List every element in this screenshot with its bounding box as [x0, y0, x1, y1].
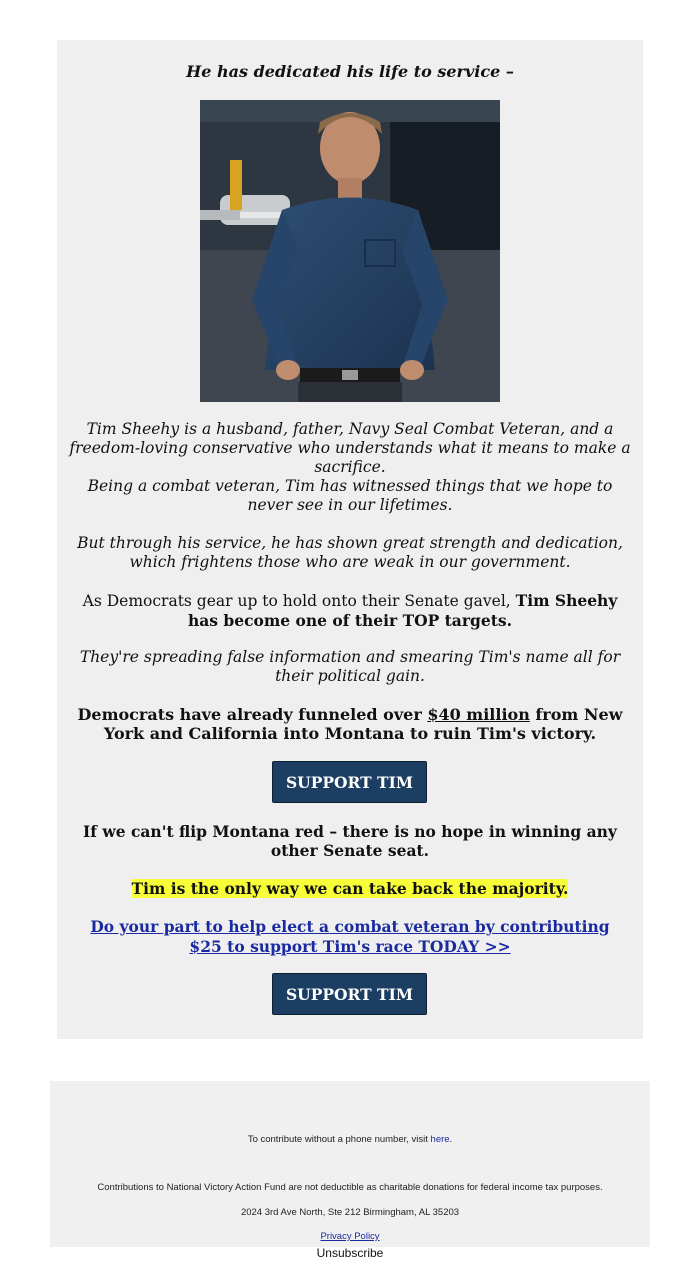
funding-text-b: from New York and California into Montana to ruin Tim's victory. — [103, 705, 623, 743]
privacy-policy-row — [50, 1231, 650, 1242]
target-paragraph — [67, 591, 633, 631]
target-paragraph-bold: Tim Sheehy has become one of their TOP targets. — [187, 591, 618, 630]
privacy-policy-link[interactable]: Privacy Policy — [320, 1231, 380, 1242]
here-link[interactable]: here — [430, 1134, 450, 1145]
contribute-end: . — [449, 1134, 453, 1145]
unsubscribe-link[interactable]: Unsubscribe — [316, 1246, 384, 1260]
majority-highlight: Tim is the only way we can take back the majority. — [131, 879, 569, 898]
smear-paragraph: They're spreading false information and smearing Tim's name all for their political gain. — [79, 648, 621, 685]
mailing-address: 2024 3rd Ave North, Ste 212 Birmingham, AL 35203 — [240, 1207, 460, 1218]
support-tim-button-2[interactable]: SUPPORT TIM — [272, 973, 427, 1015]
tax-disclaimer: Contributions to National Victory Action Fund are not deductible as charitable donations for federal income tax purposes. — [97, 1182, 603, 1193]
contribute-no-phone — [50, 1134, 650, 1145]
funding-paragraph — [67, 705, 633, 743]
candidate-photo-illustration — [200, 100, 500, 402]
contribute-text: To contribute without a phone number, visit — [247, 1134, 431, 1145]
footer — [50, 1081, 650, 1247]
intro-paragraph: Tim Sheehy is a husband, father, Navy Seal Combat Veteran, and a freedom-loving conservative who understands what it means to make a sacrifice. — [69, 420, 631, 476]
appeal-card — [57, 40, 643, 1039]
service-paragraph: But through his service, he has shown great strength and dedication, which frightens those who are weak in our government. — [77, 534, 623, 571]
funding-text-a: Democrats have already funneled over — [77, 705, 428, 724]
veteran-paragraph: Being a combat veteran, Tim has witnessed things that we hope to never see in our lifetimes. — [87, 477, 613, 514]
headline: He has dedicated his life to service – — [186, 62, 514, 81]
support-tim-button[interactable]: SUPPORT TIM — [272, 761, 427, 803]
majority-paragraph — [67, 879, 633, 898]
flip-montana-paragraph: If we can't flip Montana red – there is no hope in winning any other Senate seat. — [83, 822, 617, 860]
target-paragraph-lead: As Democrats gear up to hold onto their Senate gavel, — [82, 592, 516, 610]
candidate-photo — [200, 100, 500, 402]
cta-paragraph — [77, 917, 623, 957]
contribute-link[interactable]: Do your part to help elect a combat veteran by contributing $25 to support Tim's race TODAY >> — [90, 917, 610, 956]
funding-amount: $40 million — [427, 705, 530, 724]
